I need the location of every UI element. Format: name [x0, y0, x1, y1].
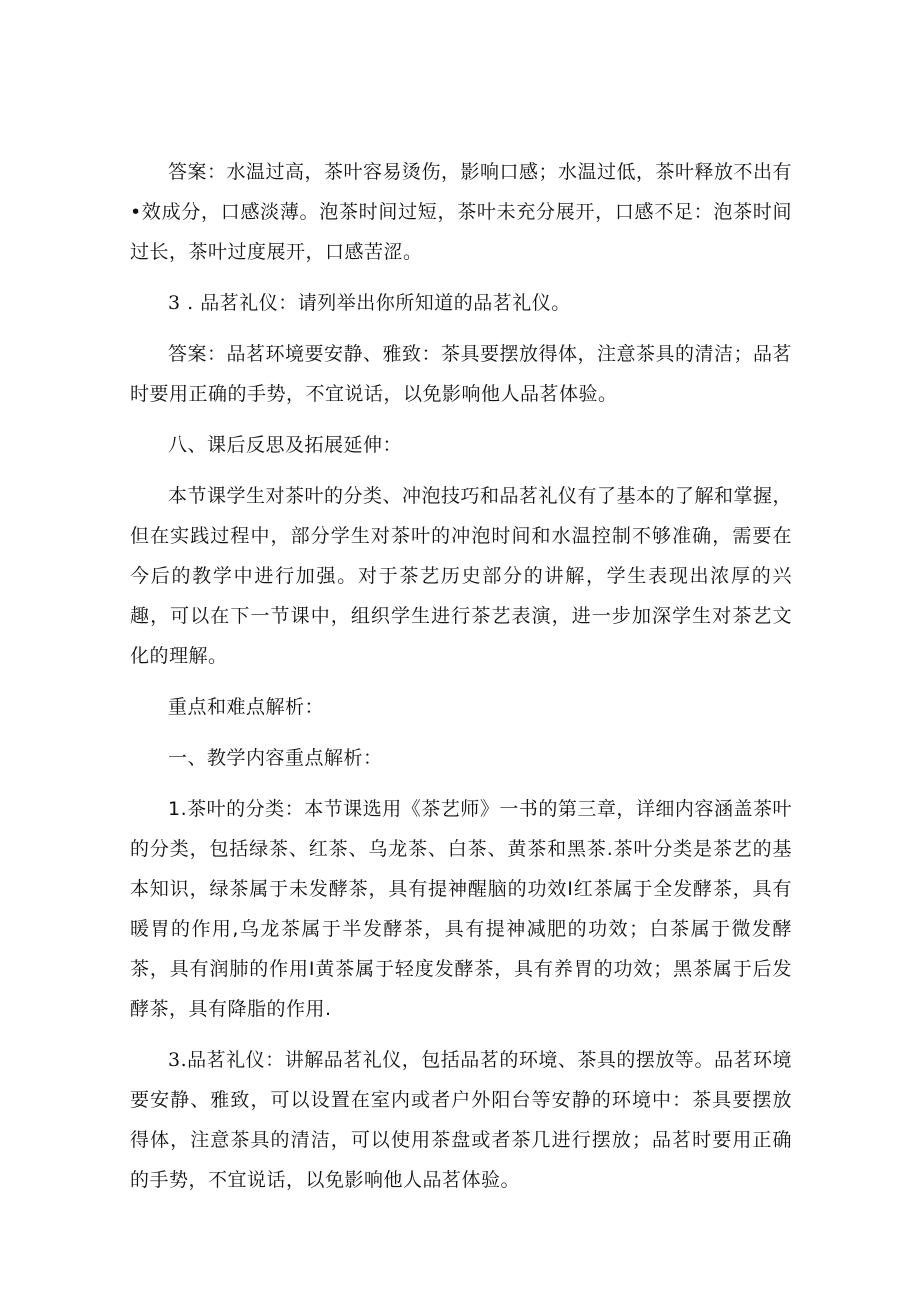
paragraph-tea-etiquette-detail: 3.品茗礼仪：讲解品茗礼仪，包括品茗的环境、茶具的摆放等。品茗环境要安静、雅致，可以设置在室内或者户外阳台等安静的环境中：茶具要摆放得体，注意茶具的清洁，可以使用茶盘或者茶几进行摆放；品茗时要用正确的手势，不宜说话，以免影响他人品茗体验。: [130, 1049, 792, 1191]
paragraph-tea-classification: 1.茶叶的分类：本节课选用《茶艺师》一书的第三章，详细内容涵盖茶叶的分类，包括绿茶、红茶、乌龙茶、白茶、黄茶和黑茶.茶叶分类是茶艺的基本知识，绿茶属于未发酵茶，具有提神醒脑的功效I红茶属于全发酵茶，具有暖胃的作用,乌龙茶属于半发酵茶，具有提神减肥的功效；白茶属于微发酵茶，具有润肺的作用I黄茶属于轻度发酵茶，具有养胃的功效；黑茶属于后发酵茶，具有降脂的作用.: [130, 798, 792, 1020]
section-heading-reflection: 八、课后反思及拓展延伸：: [168, 434, 403, 456]
document-body: [130, 152, 792, 1211]
section-heading-key-points: 重点和难点解析：: [168, 696, 325, 718]
subheading-teaching-content: 一、教学内容重点解析：: [168, 747, 383, 769]
reflection-paragraph: 本节课学生对茶叶的分类、冲泡技巧和品茗礼仪有了基本的了解和掌握，但在实践过程中，部分学生对茶叶的冲泡时间和水温控制不够准确，需要在今后的教学中进行加强。对于茶艺历史部分的讲解，学生表现出浓厚的兴趣，可以在下一节课中，组织学生进行茶艺表演，进一步加深学生对茶艺文化的理解。: [130, 485, 793, 667]
answer-paragraph-water-temperature: 答案：水温过高，茶叶容易烫伤，影响口感；水温过低，茶叶释放不出有•效成分，口感淡薄。泡茶时间过短，茶叶未充分展开，口感不足：泡茶时间过长，茶叶过度展开，口感苦涩。: [130, 161, 793, 263]
answer-paragraph-tea-etiquette: 答案：品茗环境要安静、雅致：茶具要摆放得体，注意茶具的清洁；品茗时要用正确的手势，不宜说话，以免影响他人品茗体验。: [130, 343, 793, 405]
question-tea-etiquette: 3 . 品茗礼仪：请列举出你所知道的品茗礼仪。: [168, 292, 571, 314]
